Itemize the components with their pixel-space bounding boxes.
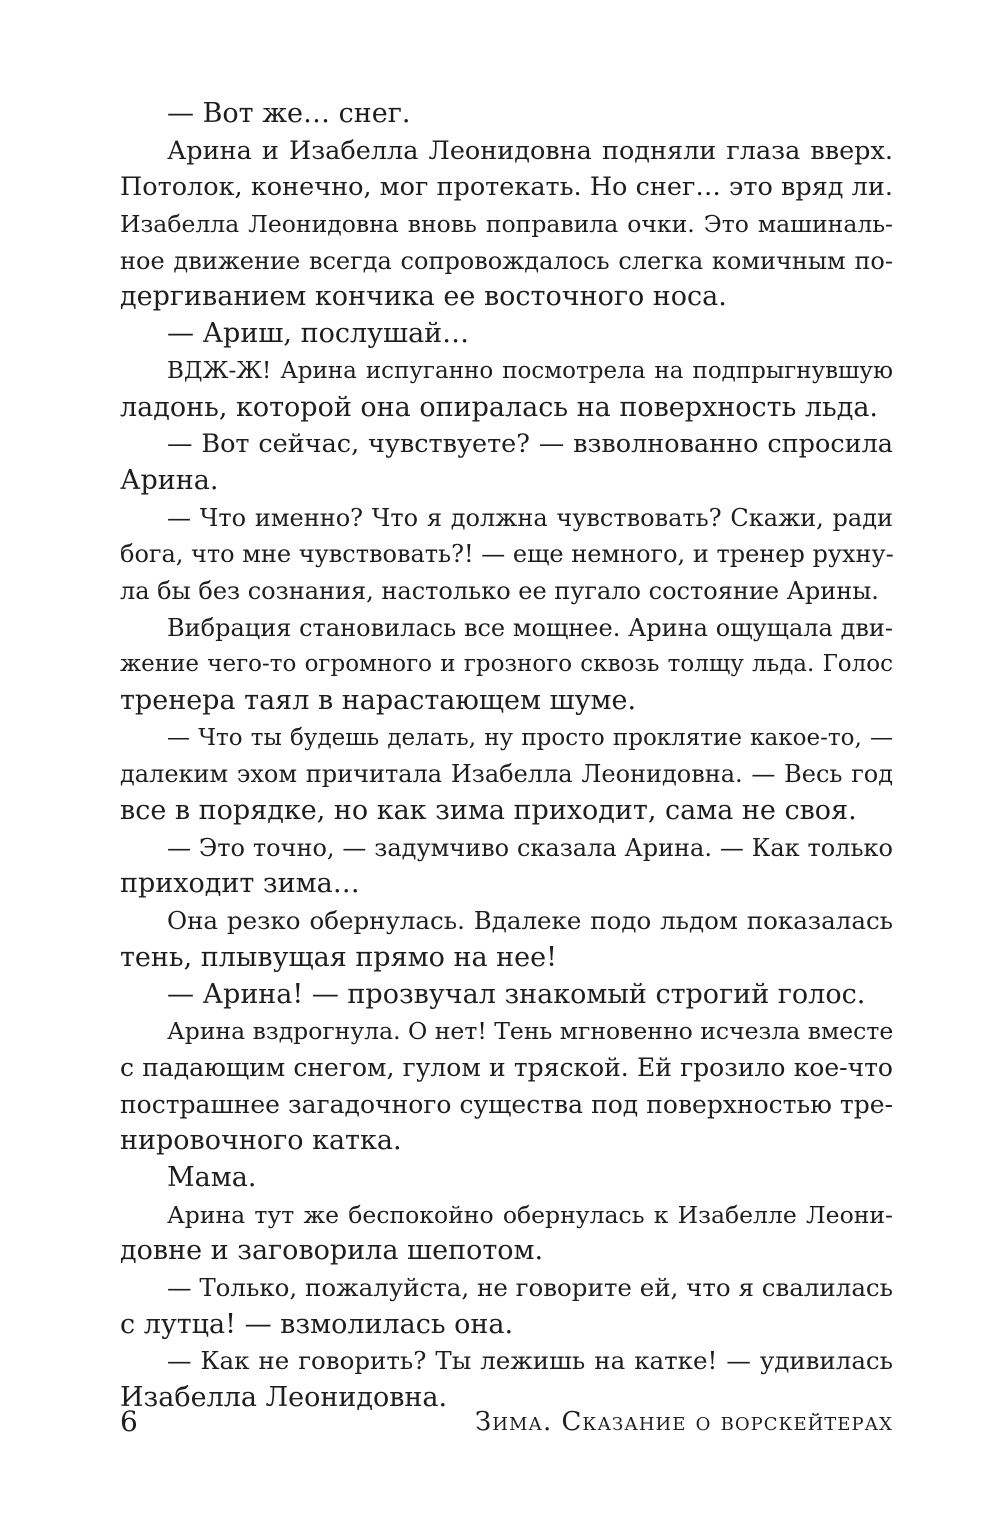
- text-line: тень, плывущая прямо на нее!: [120, 941, 557, 973]
- text-line: — Что именно? Что я должна чувствовать? Скажи, ради: [167, 503, 893, 532]
- text-line: — Это точно, — задумчиво сказала Арина. — Как только: [167, 833, 893, 862]
- text-line: довне и заговорила шепотом.: [120, 1235, 544, 1267]
- text-line: Изабелла Леонидовна.: [120, 1382, 448, 1414]
- text-line: нировочного катка.: [120, 1125, 402, 1157]
- text-line: с лутца! — взмолилась она.: [120, 1308, 514, 1340]
- text-line: Потолок, конечно, мог протекать. Но снег… это вряд ли.: [120, 172, 893, 203]
- text-line: Арина и Изабелла Леонидовна подняли глаза вверх.: [167, 135, 893, 166]
- running-title: Зима. Сказание о ворскейтерах: [475, 1407, 893, 1437]
- page-body-text: [120, 96, 893, 1417]
- text-line: жение чего-то огромного и грозного сквозь толщу льда. Голос: [120, 651, 893, 678]
- text-line: далеким эхом причитала Изабелла Леонидовна. — Весь год: [120, 760, 893, 789]
- text-line: Изабелла Леонидовна вновь поправила очки. Это машиналь-: [120, 210, 893, 239]
- text-line: пострашнее загадочного существа под поверхностью тре-: [120, 1089, 893, 1119]
- text-line: — Ариш, послушай…: [167, 318, 470, 350]
- text-line: тренера таял в нарастающем шуме.: [120, 685, 637, 716]
- text-line: ное движение всегда сопровождалось слегка комичным по-: [120, 246, 893, 275]
- text-line: бога, что мне чувствовать?! — еще немного, и тренер рухну-: [120, 540, 894, 569]
- text-line: Она резко обернулась. Вдалеке подо льдом показалась: [167, 906, 893, 936]
- text-line: Арина вздрогнула. О нет! Тень мгновенно исчезла вместе: [167, 1017, 894, 1046]
- text-line: ладонь, которой она опиралась на поверхность льда.: [120, 391, 879, 423]
- text-line: ВДЖ-Ж! Арина испуганно посмотрела на подпрыгнувшую: [167, 357, 893, 384]
- text-line: — Только, пожалуйста, не говорите ей, что я свалилась: [167, 1273, 893, 1302]
- text-line: Вибрация становилась все мощнее. Арина ощущала дви-: [167, 613, 893, 642]
- text-line: ла бы без сознания, настолько ее пугало состояние Арины.: [120, 576, 879, 605]
- text-line: с падающим снегом, гулом и тряской. Ей грозило кое-что: [120, 1052, 893, 1082]
- text-line: — Арина! — прозвучал знакомый строгий голос.: [167, 978, 866, 1010]
- page-number: 6: [120, 1405, 138, 1438]
- text-line: Арина тут же беспокойно обернулась к Изабелле Леони-: [167, 1200, 893, 1229]
- text-line: все в порядке, но как зима приходит, сама не своя.: [120, 795, 857, 827]
- text-line: Арина.: [120, 464, 219, 496]
- text-line: — Что ты будешь делать, ну просто проклятие какое-то, —: [167, 724, 893, 751]
- text-line: — Как не говорить? Ты лежишь на катке! — удивилась: [167, 1346, 893, 1376]
- text-line: дергиванием кончика ее восточного носа.: [120, 281, 727, 313]
- text-line: Мама.: [167, 1161, 257, 1193]
- page-footer: [120, 1402, 893, 1442]
- text-line: — Вот сейчас, чувствуете? — взволнованно спросила: [167, 429, 893, 460]
- text-line: — Вот же… снег.: [167, 98, 411, 129]
- text-line: приходит зима…: [120, 868, 360, 900]
